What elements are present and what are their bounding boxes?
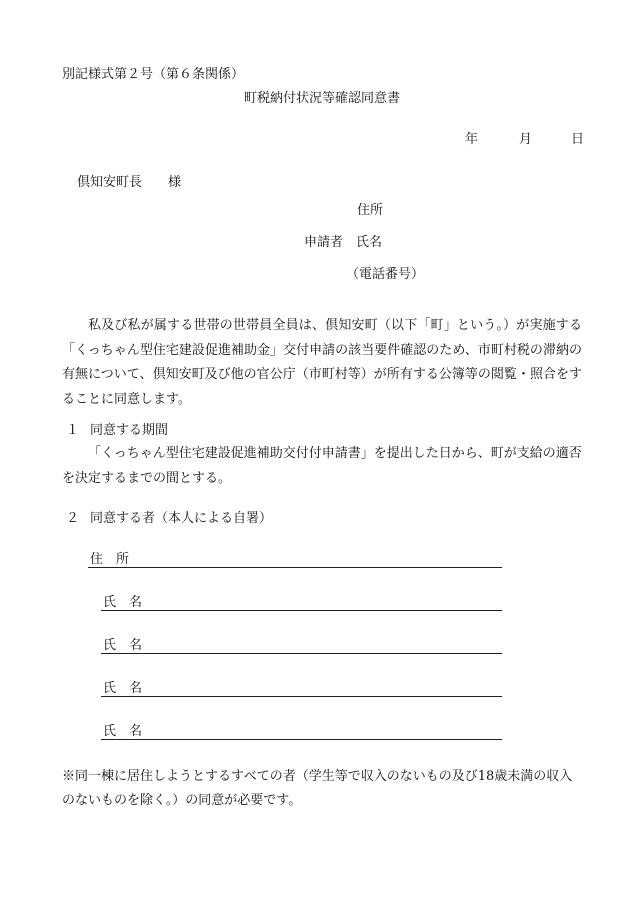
signature-name-label-3: 氏 名 xyxy=(103,681,143,696)
signature-address-line[interactable] xyxy=(88,567,502,568)
signature-name-label-1: 氏 名 xyxy=(103,595,143,610)
form-reference: 別記様式第２号（第６条関係） xyxy=(62,67,245,82)
section1-heading: 同意する期間 xyxy=(90,423,169,438)
section2-number: ２ xyxy=(66,511,80,526)
applicant-address-label: 住所 xyxy=(357,203,384,218)
applicant-phone-label: （電話番号） xyxy=(346,267,425,282)
footnote: ※同一棟に居住しようとするすべての者（学生等で収入のないもの及び18歳未満の収入のないものを除く。）の同意が必要です。 xyxy=(62,769,573,808)
signature-name-label-2: 氏 名 xyxy=(103,638,143,653)
section1-number: １ xyxy=(66,423,80,438)
applicant-name-label: 氏名 xyxy=(356,235,383,250)
addressee: 倶知安町長 様 xyxy=(77,175,182,190)
signature-name-line-2[interactable] xyxy=(101,653,502,654)
document-title: 町税納付状況等確認同意書 xyxy=(244,91,401,106)
signature-name-line-4[interactable] xyxy=(101,739,502,740)
consent-paragraph: 私及び私が属する世帯の世帯員全員は、倶知安町（以下「町」という。）が実施する「くっちゃん型住宅建設促進補助金」交付申請の該当要件確認のため、市町村税の滞納の有無について、倶知安町及び他の官公庁（市町村等）が所有する公簿等の閲覧・照合をすることに同意します。 xyxy=(62,318,582,407)
signature-name-line-1[interactable] xyxy=(101,610,502,611)
signature-address-label: 住 所 xyxy=(90,552,130,567)
section1-body: 「くっちゃん型住宅建設促進補助交付付申請書」を提出した日から、町が支給の適否を決定するまでの間とする。 xyxy=(62,446,582,486)
date-month-label: 月 xyxy=(519,132,533,147)
applicant-role-label: 申請者 xyxy=(304,235,344,250)
date-day-label: 日 xyxy=(571,132,585,147)
signature-name-label-4: 氏 名 xyxy=(103,724,143,739)
signature-name-line-3[interactable] xyxy=(101,696,502,697)
date-year-label: 年 xyxy=(465,132,479,147)
section2-heading: 同意する者（本人による自署） xyxy=(90,511,273,526)
